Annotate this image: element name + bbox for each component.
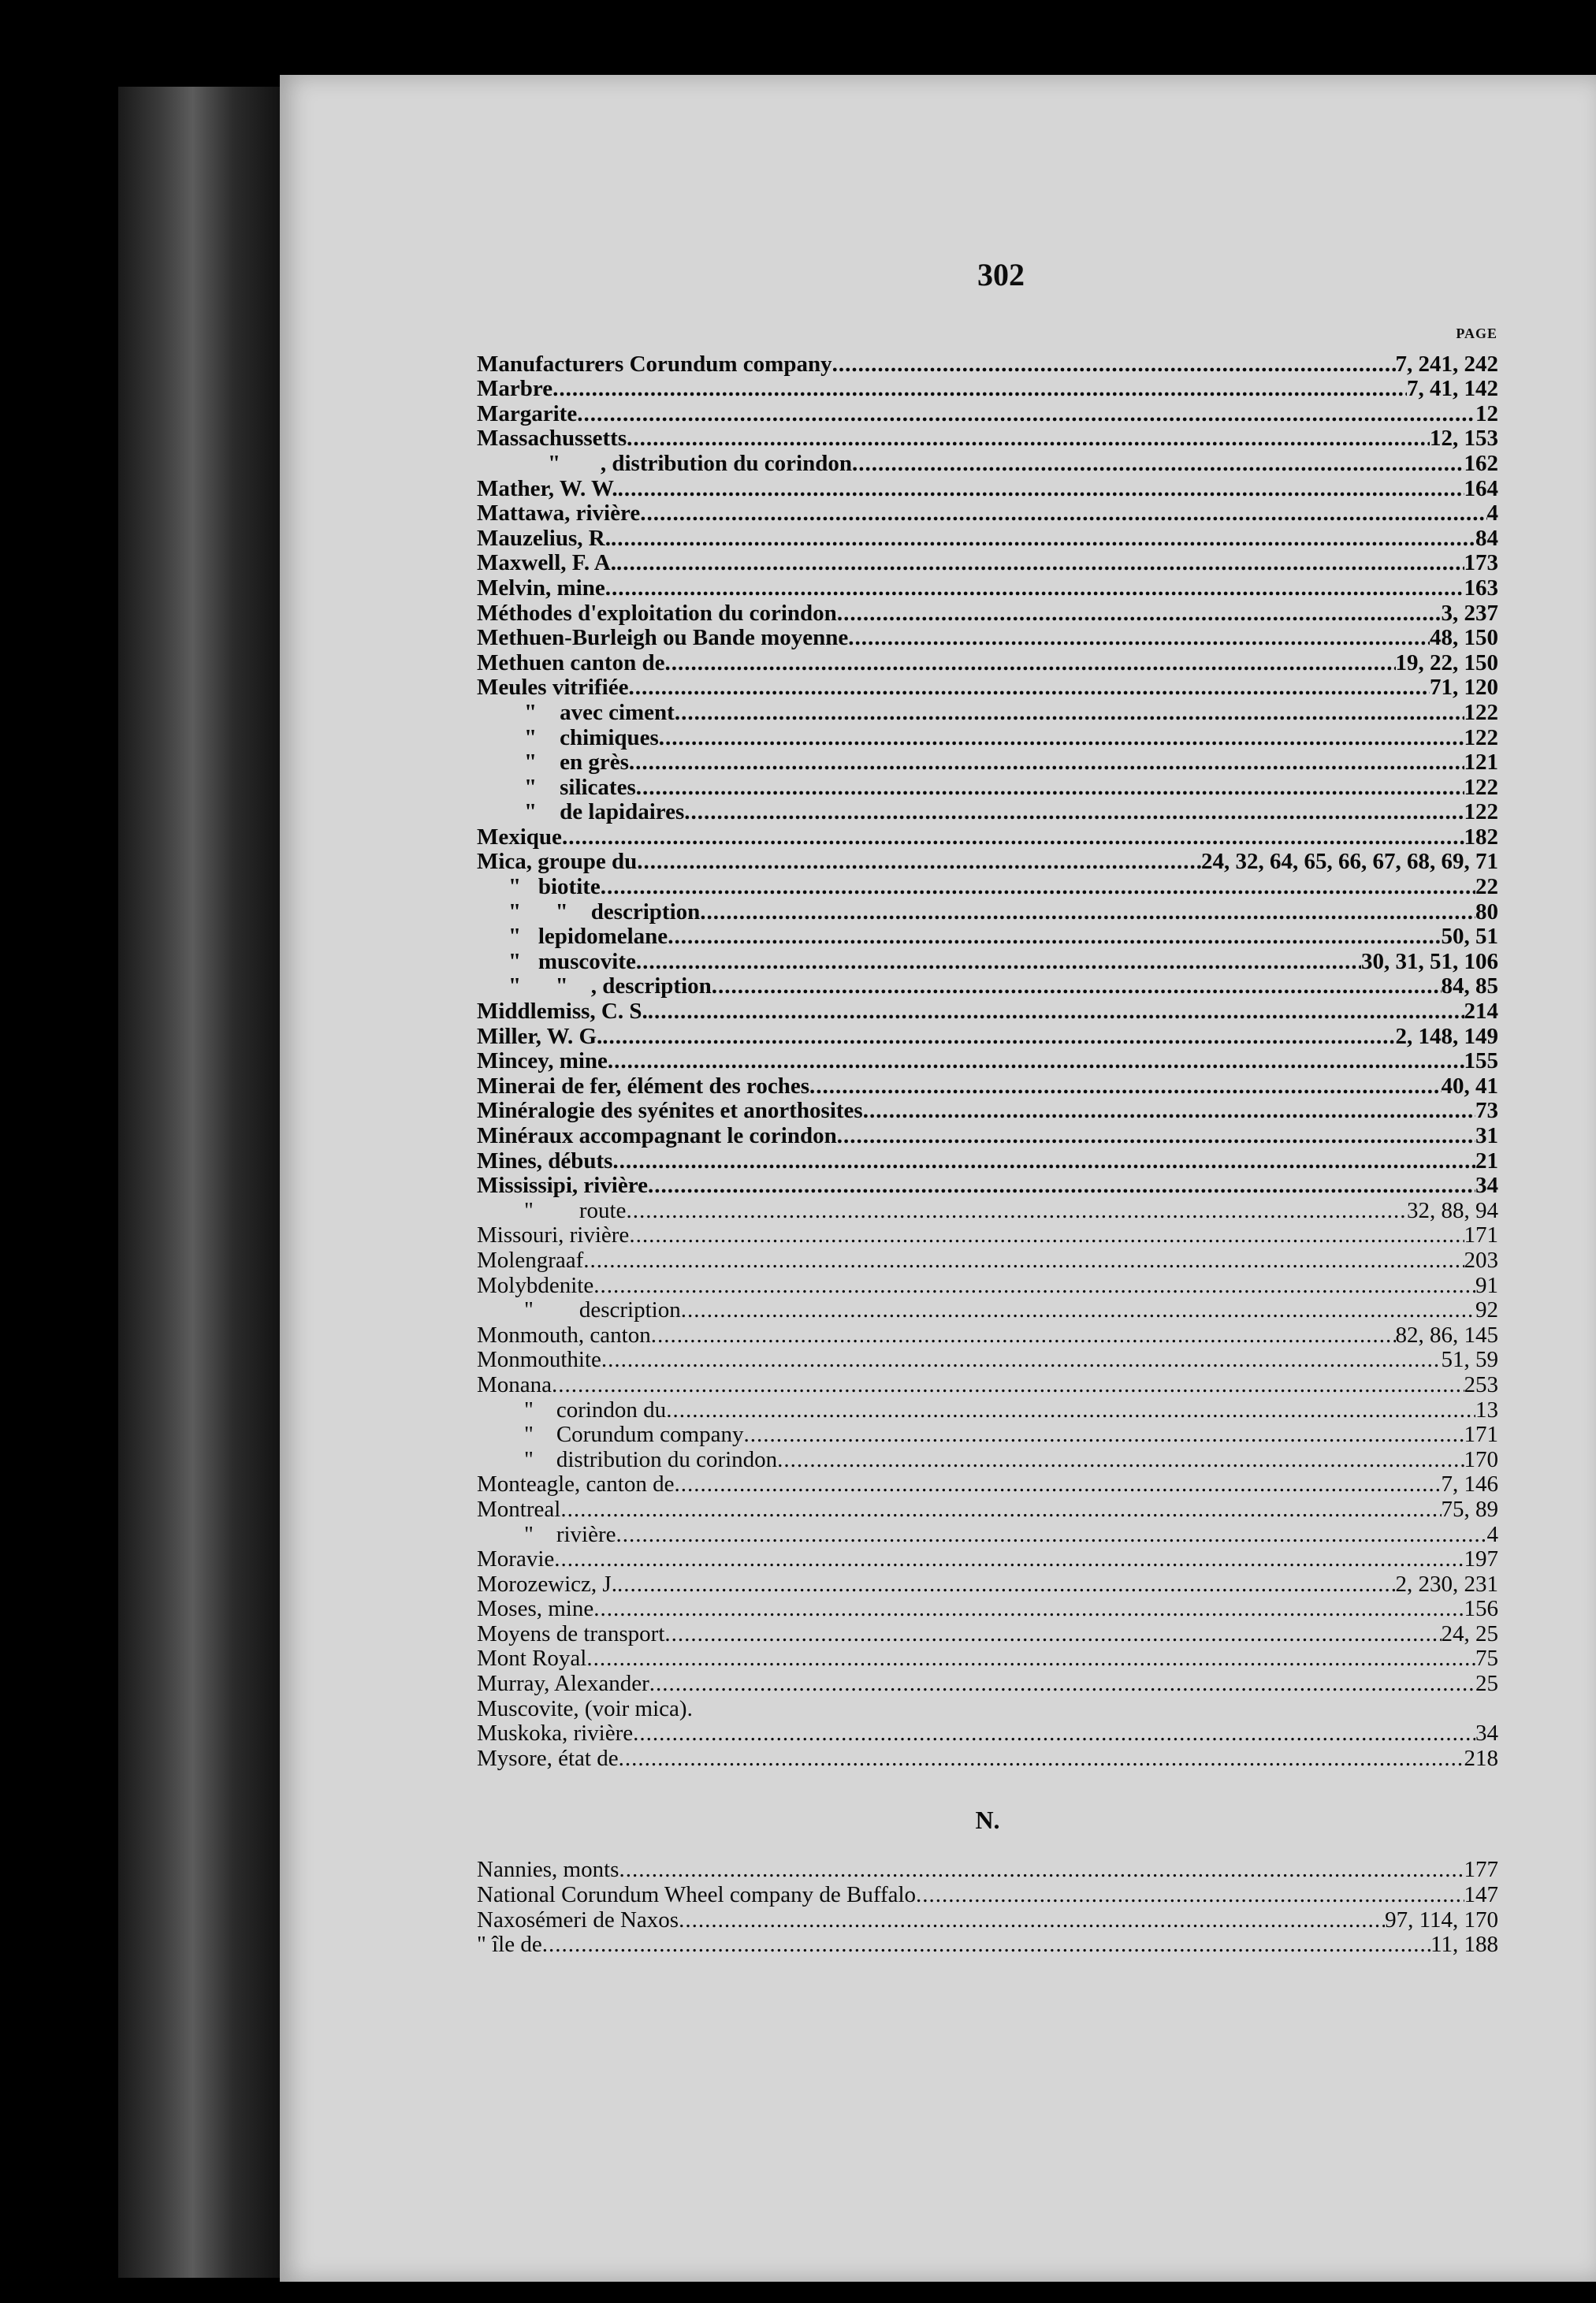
index-term: " en grès bbox=[524, 750, 629, 776]
index-term: Mica, groupe du bbox=[477, 849, 638, 875]
index-page-refs: 122 bbox=[1464, 799, 1498, 825]
index-page-refs: 22 bbox=[1475, 874, 1498, 900]
index-page-refs: 51, 59 bbox=[1441, 1347, 1498, 1373]
dot-leader bbox=[681, 1298, 1475, 1323]
index-page-refs: 122 bbox=[1464, 774, 1498, 800]
dot-leader bbox=[602, 1025, 1395, 1049]
dot-leader bbox=[577, 402, 1475, 426]
index-entry bbox=[477, 1746, 1498, 1771]
index-entry bbox=[477, 601, 1498, 626]
index-term: Missouri, rivière bbox=[477, 1222, 630, 1248]
index-entry bbox=[477, 401, 1498, 426]
index-entry bbox=[477, 675, 1498, 701]
dot-leader bbox=[629, 1223, 1464, 1248]
index-term: Meules vitrifiée bbox=[477, 675, 629, 701]
dot-leader bbox=[627, 426, 1430, 451]
index-term: " " , description bbox=[508, 973, 712, 999]
index-entry bbox=[477, 426, 1498, 452]
book-spine bbox=[118, 87, 284, 2278]
index-entry bbox=[477, 1397, 1498, 1423]
index-page-refs: 147 bbox=[1464, 1882, 1498, 1908]
index-entry bbox=[477, 1348, 1498, 1373]
index-page-refs: 25 bbox=[1475, 1671, 1498, 1697]
index-entry bbox=[477, 352, 1498, 377]
dot-leader bbox=[617, 1572, 1396, 1597]
dot-leader bbox=[837, 601, 1442, 626]
index-entry bbox=[477, 1882, 1498, 1907]
index-page-refs: 50, 51 bbox=[1441, 924, 1498, 950]
dot-leader bbox=[664, 651, 1395, 675]
index-page-refs: 34 bbox=[1475, 1721, 1498, 1747]
index-entry bbox=[477, 377, 1498, 402]
dot-leader bbox=[649, 1672, 1475, 1696]
index-term: Muscovite, (voir mica). bbox=[477, 1695, 693, 1721]
index-term: Morozewicz, J. bbox=[477, 1571, 617, 1597]
index-page-refs: 197 bbox=[1464, 1546, 1498, 1572]
index-term: Massachussetts bbox=[477, 426, 627, 452]
index-page-refs: 155 bbox=[1464, 1048, 1498, 1074]
index-entry bbox=[477, 501, 1498, 526]
dot-leader bbox=[601, 875, 1475, 899]
index-page-refs: 162 bbox=[1464, 450, 1498, 476]
index-term: Methuen-Burleigh ou Bande moyenne bbox=[477, 625, 849, 651]
dot-leader bbox=[637, 850, 1201, 874]
dot-leader bbox=[679, 1908, 1385, 1933]
index-page-refs: 84 bbox=[1475, 525, 1498, 551]
index-term: " distribution du corindon bbox=[524, 1446, 778, 1472]
index-entry bbox=[477, 1621, 1498, 1646]
index-page-refs: 164 bbox=[1464, 475, 1498, 501]
dot-leader bbox=[628, 675, 1430, 700]
index-page-refs: 253 bbox=[1464, 1371, 1498, 1397]
index-page-refs: 48, 150 bbox=[1430, 625, 1498, 651]
index-page-refs: 75, 89 bbox=[1441, 1496, 1498, 1522]
dot-leader bbox=[619, 1747, 1464, 1771]
dot-leader bbox=[562, 825, 1464, 850]
dot-leader bbox=[612, 1149, 1475, 1174]
index-entry bbox=[477, 526, 1498, 551]
index-term: Murray, Alexander bbox=[477, 1671, 649, 1697]
index-entry bbox=[477, 1721, 1498, 1747]
index-term: " description bbox=[524, 1297, 681, 1323]
index-term: Minéralogie des syénites et anorthosites bbox=[477, 1098, 863, 1124]
dot-leader bbox=[583, 1248, 1464, 1273]
index-page-refs: 170 bbox=[1464, 1446, 1498, 1472]
index-page-refs: 156 bbox=[1464, 1596, 1498, 1622]
index-entry bbox=[477, 850, 1498, 875]
index-term: " " description bbox=[508, 899, 701, 925]
index-entry bbox=[477, 1273, 1498, 1298]
index-entry bbox=[477, 1323, 1498, 1348]
dot-leader bbox=[668, 925, 1441, 949]
index-entry bbox=[477, 1907, 1498, 1933]
index-term: Moravie bbox=[477, 1546, 555, 1572]
dot-leader bbox=[832, 352, 1396, 377]
index-page-refs: 73 bbox=[1475, 1098, 1498, 1124]
dot-leader bbox=[593, 1597, 1464, 1621]
index-page-refs: 2, 148, 149 bbox=[1395, 1023, 1498, 1049]
index-page-refs: 3, 237 bbox=[1441, 600, 1498, 626]
dot-leader bbox=[648, 1174, 1475, 1198]
index-page-refs: 75 bbox=[1475, 1646, 1498, 1672]
dot-leader bbox=[743, 1423, 1464, 1447]
index-page-refs: 80 bbox=[1475, 899, 1498, 925]
index-term: Margarite bbox=[477, 400, 578, 426]
index-page-refs: 2, 230, 231 bbox=[1395, 1571, 1498, 1597]
index-entry bbox=[477, 1123, 1498, 1148]
dot-leader bbox=[640, 501, 1486, 526]
dot-leader bbox=[809, 1074, 1441, 1099]
index-term: Mysore, état de bbox=[477, 1745, 619, 1771]
dot-leader bbox=[552, 377, 1407, 401]
index-page-refs: 30, 31, 51, 106 bbox=[1361, 948, 1498, 974]
dot-leader bbox=[586, 1646, 1475, 1671]
index-term: " , distribution du corindon bbox=[548, 450, 852, 476]
dot-leader bbox=[712, 974, 1442, 999]
index-term: Molengraaf bbox=[477, 1247, 584, 1273]
index-term: Mattawa, rivière bbox=[477, 500, 641, 526]
index-entry bbox=[477, 750, 1498, 776]
index-term: Monteagle, canton de bbox=[477, 1471, 675, 1498]
index-entry bbox=[477, 1447, 1498, 1472]
index-term: Maxwell, F. A. bbox=[477, 550, 616, 576]
index-page-refs: 122 bbox=[1464, 724, 1498, 750]
section-gap bbox=[477, 1771, 1498, 1795]
index-page-refs: 40, 41 bbox=[1441, 1073, 1498, 1099]
index-entry bbox=[477, 1547, 1498, 1572]
index-entry bbox=[477, 1024, 1498, 1049]
index-entry bbox=[477, 1696, 1498, 1721]
index-entry bbox=[477, 949, 1498, 974]
index-entry bbox=[477, 1933, 1498, 1958]
index-term: Mincey, mine bbox=[477, 1048, 608, 1074]
index-page-refs: 218 bbox=[1464, 1745, 1498, 1771]
index-term: Miller, W. G. bbox=[477, 1023, 603, 1049]
index-term: " Corundum company bbox=[524, 1422, 744, 1448]
index-entry bbox=[477, 1858, 1498, 1883]
dot-leader bbox=[684, 800, 1464, 824]
dot-leader bbox=[837, 1124, 1475, 1148]
index-entry bbox=[477, 800, 1498, 825]
index-term: Marbre bbox=[477, 376, 553, 402]
index-entry bbox=[477, 1372, 1498, 1397]
index-page-refs: 13 bbox=[1475, 1397, 1498, 1423]
index-term: Naxosémeri de Naxos bbox=[477, 1907, 679, 1933]
index-page-refs: 24, 25 bbox=[1441, 1620, 1498, 1646]
index-term: " silicates bbox=[524, 774, 636, 800]
dot-leader bbox=[664, 1622, 1441, 1646]
index-entry bbox=[477, 1148, 1498, 1174]
index-page-refs: 171 bbox=[1464, 1422, 1498, 1448]
index-entry bbox=[477, 1646, 1498, 1672]
index-page-refs: 82, 86, 145 bbox=[1395, 1322, 1498, 1348]
index-term: " corindon du bbox=[524, 1397, 667, 1423]
dot-leader bbox=[616, 1523, 1487, 1547]
index-entry bbox=[477, 999, 1498, 1024]
index-entry bbox=[477, 1298, 1498, 1323]
dot-leader bbox=[659, 726, 1464, 750]
dot-leader bbox=[863, 1099, 1475, 1123]
index-entry bbox=[477, 1049, 1498, 1074]
dot-leader bbox=[777, 1448, 1464, 1472]
index-page-refs: 7, 241, 242 bbox=[1395, 351, 1498, 377]
index-page-refs: 84, 85 bbox=[1441, 973, 1498, 999]
dot-leader bbox=[552, 1373, 1464, 1397]
index-page-refs: 32, 88, 94 bbox=[1407, 1197, 1498, 1223]
index-entry bbox=[477, 899, 1498, 925]
index-entry bbox=[477, 476, 1498, 501]
index-entry bbox=[477, 650, 1498, 675]
dot-leader bbox=[666, 1398, 1475, 1423]
index-term: " rivière bbox=[524, 1521, 616, 1547]
index-term: Molybdenite bbox=[477, 1272, 594, 1298]
index-term: " muscovite bbox=[508, 948, 636, 974]
index-entry bbox=[477, 1522, 1498, 1547]
index-term: Muskoka, rivière bbox=[477, 1721, 634, 1747]
index-term: Monana bbox=[477, 1371, 552, 1397]
index-entry bbox=[477, 1572, 1498, 1597]
index-entry bbox=[477, 775, 1498, 800]
dot-leader bbox=[636, 776, 1464, 800]
index-entry bbox=[477, 874, 1498, 899]
index-page-refs: 92 bbox=[1475, 1297, 1498, 1323]
index-entry bbox=[477, 974, 1498, 999]
index-term: Middlemiss, C. S. bbox=[477, 999, 648, 1025]
index-list bbox=[477, 352, 1498, 1957]
index-term: Mather, W. W. bbox=[477, 475, 618, 501]
index-term: Mexique bbox=[477, 824, 562, 850]
index-term: " avec ciment bbox=[524, 699, 675, 725]
dot-leader bbox=[852, 452, 1464, 476]
index-page-refs: 34 bbox=[1475, 1173, 1498, 1199]
dot-leader bbox=[616, 551, 1464, 575]
index-term: Minerai de fer, élément des roches bbox=[477, 1073, 810, 1099]
index-term: Mont Royal bbox=[477, 1646, 587, 1672]
index-entry bbox=[477, 824, 1498, 850]
index-term: Mauzelius, R. bbox=[477, 525, 611, 551]
dot-leader bbox=[636, 950, 1361, 974]
index-page-refs: 19, 22, 150 bbox=[1395, 649, 1498, 675]
index-page-refs: 121 bbox=[1464, 750, 1498, 776]
index-page-refs: 97, 114, 170 bbox=[1385, 1907, 1498, 1933]
dot-leader bbox=[629, 750, 1464, 775]
index-section-n bbox=[477, 1858, 1498, 1957]
dot-leader bbox=[848, 626, 1430, 650]
index-page-refs: 203 bbox=[1464, 1247, 1498, 1273]
dot-leader bbox=[626, 1199, 1407, 1223]
dot-leader bbox=[554, 1547, 1464, 1572]
index-term: Mines, débuts bbox=[477, 1148, 613, 1174]
index-page-refs: 21 bbox=[1475, 1148, 1498, 1174]
index-entry bbox=[477, 1073, 1498, 1099]
index-term: " île de bbox=[477, 1932, 542, 1958]
dot-leader bbox=[593, 1274, 1475, 1298]
index-page-refs: 71, 120 bbox=[1430, 675, 1498, 701]
index-page-refs: 31 bbox=[1475, 1123, 1498, 1148]
index-page-refs: 91 bbox=[1475, 1272, 1498, 1298]
dot-leader bbox=[651, 1323, 1396, 1348]
dot-leader bbox=[648, 999, 1464, 1024]
index-page-refs: 12, 153 bbox=[1430, 426, 1498, 452]
dot-leader bbox=[675, 701, 1464, 725]
index-entry bbox=[477, 1497, 1498, 1522]
index-page-refs: 7, 41, 142 bbox=[1407, 376, 1498, 402]
dot-leader bbox=[542, 1933, 1430, 1957]
dot-leader bbox=[618, 477, 1464, 501]
index-page-refs: 173 bbox=[1464, 550, 1498, 576]
index-term: Monmouth, canton bbox=[477, 1322, 651, 1348]
index-page-refs: 177 bbox=[1464, 1857, 1498, 1883]
index-term: " lepidomelane bbox=[508, 924, 668, 950]
index-term: Methuen canton de bbox=[477, 649, 665, 675]
index-page-refs: 214 bbox=[1464, 999, 1498, 1025]
index-term: " chimiques bbox=[524, 724, 659, 750]
index-term: Melvin, mine bbox=[477, 575, 605, 601]
index-page-refs: 122 bbox=[1464, 699, 1498, 725]
index-page-refs: 11, 188 bbox=[1430, 1932, 1498, 1958]
index-term: Minéraux accompagnant le corindon bbox=[477, 1123, 837, 1148]
index-page-refs: 7, 146 bbox=[1441, 1471, 1498, 1498]
dot-leader bbox=[619, 1858, 1464, 1882]
dot-leader bbox=[605, 576, 1464, 601]
page-number: 302 bbox=[977, 257, 1025, 292]
index-entry bbox=[477, 1223, 1498, 1248]
index-term: Moses, mine bbox=[477, 1596, 594, 1622]
index-term: " biotite bbox=[508, 874, 601, 900]
dot-leader bbox=[608, 1049, 1464, 1073]
section-heading-n: N. bbox=[975, 1806, 1000, 1835]
index-entry bbox=[477, 451, 1498, 476]
page-column-label: PAGE bbox=[1456, 326, 1497, 341]
index-term: Méthodes d'exploitation du corindon bbox=[477, 600, 837, 626]
index-entry bbox=[477, 725, 1498, 750]
index-entry bbox=[477, 575, 1498, 601]
index-entry bbox=[477, 1198, 1498, 1223]
index-term: Moyens de transport bbox=[477, 1620, 665, 1646]
index-page-refs: 4 bbox=[1486, 1521, 1498, 1547]
index-page-refs: 12 bbox=[1475, 400, 1498, 426]
index-entry bbox=[477, 1597, 1498, 1622]
index-term: Montreal bbox=[477, 1496, 561, 1522]
index-term: Manufacturers Corundum company bbox=[477, 351, 832, 377]
dot-leader bbox=[916, 1883, 1464, 1907]
dot-leader bbox=[601, 1348, 1442, 1372]
dot-leader bbox=[674, 1472, 1441, 1497]
section-gap bbox=[477, 1847, 1498, 1858]
dot-leader bbox=[700, 900, 1475, 925]
dot-leader bbox=[611, 526, 1475, 551]
index-section-m bbox=[477, 352, 1498, 1771]
index-term: " de lapidaires bbox=[524, 799, 685, 825]
index-entry bbox=[477, 626, 1498, 651]
index-term: Nannies, monts bbox=[477, 1857, 619, 1883]
index-entry bbox=[477, 1423, 1498, 1448]
index-term: Mississipi, rivière bbox=[477, 1173, 648, 1199]
index-entry bbox=[477, 1099, 1498, 1124]
index-entry bbox=[477, 1671, 1498, 1696]
index-page-refs: 163 bbox=[1464, 575, 1498, 601]
dot-leader bbox=[633, 1721, 1475, 1746]
index-term: " route bbox=[524, 1197, 627, 1223]
index-entry bbox=[477, 1472, 1498, 1498]
index-page-refs: 182 bbox=[1464, 824, 1498, 850]
index-page-refs: 171 bbox=[1464, 1222, 1498, 1248]
index-entry bbox=[477, 925, 1498, 950]
index-entry bbox=[477, 551, 1498, 576]
index-page-refs: 4 bbox=[1486, 500, 1498, 526]
index-term: National Corundum Wheel company de Buffalo bbox=[477, 1882, 917, 1908]
index-term: Monmouthite bbox=[477, 1347, 601, 1373]
index-entry bbox=[477, 700, 1498, 725]
index-entry bbox=[477, 1174, 1498, 1199]
index-page-refs: 24, 32, 64, 65, 66, 67, 68, 69, 71 bbox=[1201, 849, 1498, 875]
index-entry bbox=[477, 1248, 1498, 1273]
dot-leader bbox=[560, 1498, 1441, 1522]
